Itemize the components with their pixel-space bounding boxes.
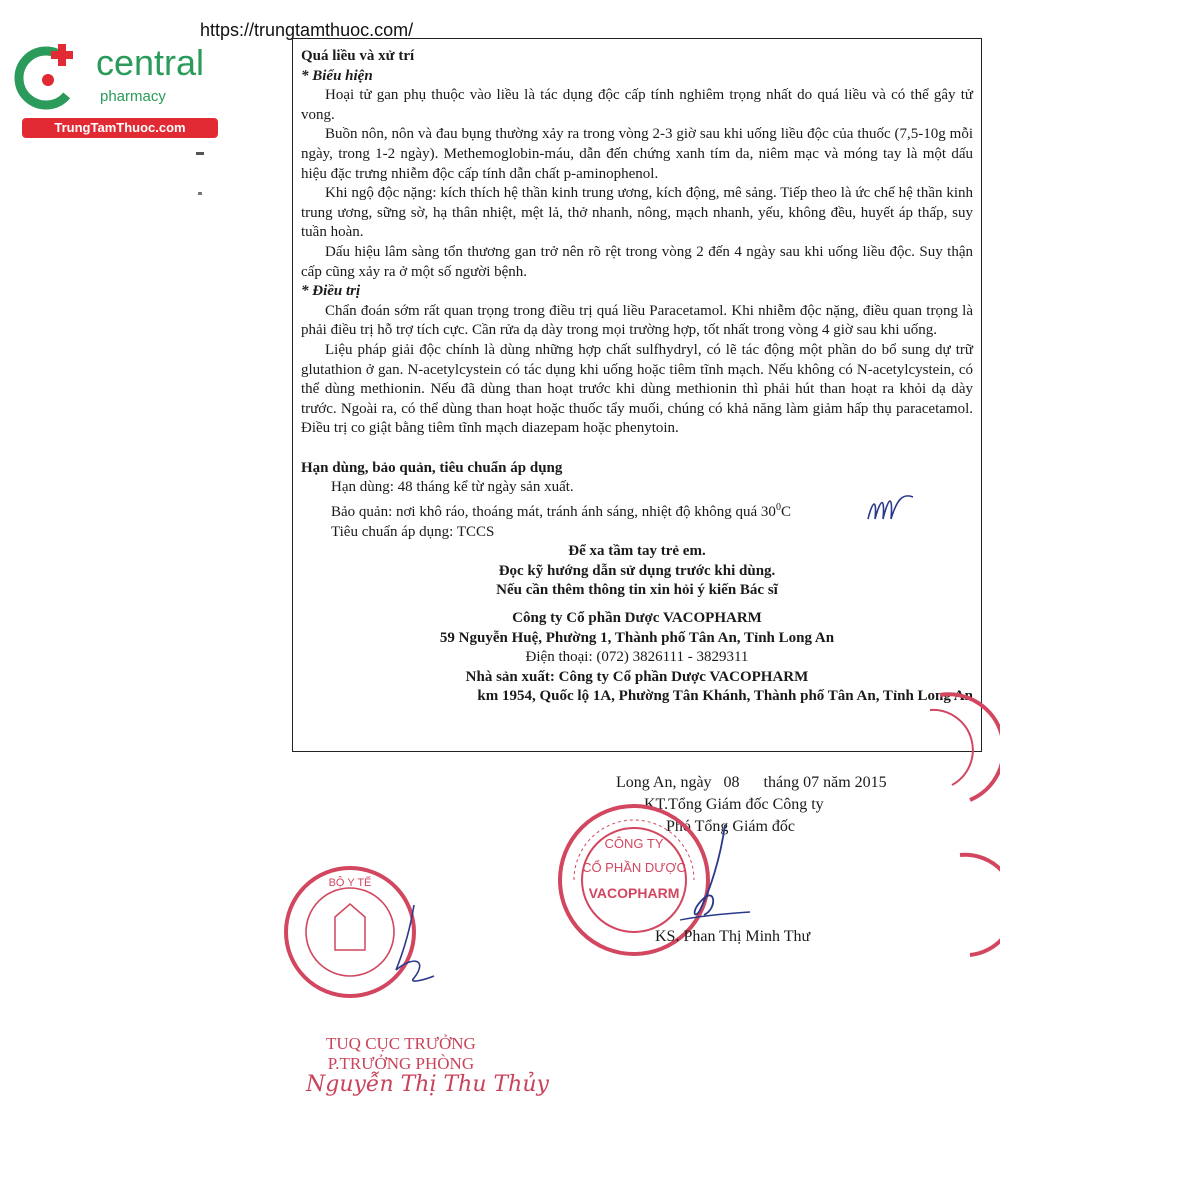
stamp-line-1: CÔNG TY <box>604 836 664 851</box>
manufacturer-address: km 1954, Quốc lộ 1A, Phường Tân Khánh, Thành phố Tân An, Tỉnh Long An <box>477 688 973 705</box>
director-name: KS. Phan Thị Minh Thư <box>655 928 811 945</box>
scan-mark <box>196 152 204 155</box>
manufacturer-line: Nhà sản xuất: Công ty Cổ phần Dược VACOPHARM <box>465 668 809 685</box>
warning-line: Nếu cần thêm thông tin xin hỏi ý kiến Bác sĩ <box>496 582 778 599</box>
partial-stamp-right <box>930 690 1000 810</box>
source-url[interactable]: https://trungtamthuoc.com/ <box>200 20 414 40</box>
director-signature <box>640 820 760 940</box>
standard-line: Tiêu chuẩn áp dụng: TCCS <box>331 523 495 540</box>
ministry-signature <box>384 900 444 990</box>
company-name: Công ty Cổ phần Dược VACOPHARM <box>512 610 762 627</box>
symptom-paragraph: Hoại tử gan phụ thuộc vào liều là tác dụng độc cấp tính nghiêm trọng nhất do quá liều và có thể gây tử vong. <box>301 87 973 123</box>
ministry-stamp-text: BỘ Y TẾ <box>328 877 372 889</box>
stamp-line-2: CỔ PHẦN DƯỢC <box>582 860 686 875</box>
central-pharmacy-logo[interactable] <box>10 38 215 138</box>
symptom-paragraph: Buồn nôn, nôn và đau bụng thường xảy ra trong vòng 2-3 giờ sau khi uống liều độc của thuốc (7,5-10g mỗi ngày, trong 1-2 ngày). Methemoglobin-máu, dẫn đến chứng xanh tím da, niêm mạc và móng tay là một dấu hiệu đặc trưng nhiễm độc cấp tính dẫn chất p-aminophenol. <box>301 126 973 182</box>
ministry-title-1: TUQ CỤC TRƯỞNG <box>326 1034 476 1053</box>
storage-heading: Hạn dùng, bảo quản, tiêu chuẩn áp dụng <box>301 459 563 476</box>
treatment-heading: * Điều trị <box>301 283 361 300</box>
storage-degree: 0 <box>775 502 781 514</box>
expiry-line: Hạn dùng: 48 tháng kể từ ngày sản xuất. <box>331 479 574 496</box>
symptoms-heading: * Biểu hiện <box>301 67 373 84</box>
document-body <box>301 47 973 707</box>
storage-unit: C <box>780 504 791 521</box>
signature-title-2: Phó Tổng Giám đốc <box>666 818 796 835</box>
warning-line: Đọc kỹ hướng dẫn sử dụng trước khi dùng. <box>498 562 776 579</box>
storage-text: Bảo quản: nơi khô ráo, thoáng mát, tránh ánh sáng, nhiệt độ không quá 30 <box>331 504 776 521</box>
company-address: 59 Nguyễn Huệ, Phường 1, Thành phố Tân An, Tỉnh Long An <box>439 629 835 646</box>
stamp-line-3: VACOPHARM <box>588 885 680 901</box>
treatment-paragraph: Chẩn đoán sớm rất quan trọng trong điều trị quá liều Paracetamol. Khi nhiễm độc nặng, điều quan trọng là phải điều trị hỗ trợ tích cực. Cần rửa dạ dày trong mọi trường hợp, tốt nhất trong vòng 4 giờ sau khi uống. <box>301 302 973 339</box>
document-frame <box>292 38 982 752</box>
logo-subtitle: pharmacy <box>100 88 166 105</box>
logo-banner: TrungTamThuoc.com <box>22 118 218 138</box>
symptom-paragraph: Khi ngộ độc nặng: kích thích hệ thần kinh trung ương, kích động, mê sảng. Tiếp theo là ức chế hệ thần kinh trung ương, sững sờ, hạ thân nhiệt, mệt lả, thở nhanh, nông, mạch nhanh, yếu, không đều, huyết áp thấp, suy tuần hoàn. <box>301 185 973 241</box>
company-phone: Điện thoại: (072) 3826111 - 3829311 <box>525 649 749 666</box>
warning-line: Để xa tầm tay trẻ em. <box>568 543 706 560</box>
ministry-signatory-name: Nguyễn Thị Thu Thủy <box>306 1072 549 1097</box>
symptom-paragraph: Dấu hiệu lâm sàng tổn thương gan trở nên rõ rệt trong vòng 2 đến 4 ngày sau khi uống liều độc. Suy thận cấp cũng xảy ra ở một số người bệnh. <box>301 243 973 280</box>
partial-stamp-right-lower <box>940 850 1000 960</box>
scan-mark <box>198 192 202 195</box>
ministry-signatory-title <box>326 1034 476 1074</box>
pharmacy-cross-icon <box>10 38 90 118</box>
signature-title-1: KT.Tổng Giám đốc Công ty <box>644 796 824 813</box>
treatment-paragraph: Liệu pháp giải độc chính là dùng những hợp chất sulfhydryl, có lẽ tác động một phần do bổ sung dự trữ glutathion ở gan. N-acetylcystein có tác dụng khi uống hoặc tiêm tĩnh mạch. Nếu không có N-acetylcystein, có thể dùng methionin. Nếu đã dùng than hoạt trước khi dùng methionin thì phải hút than hoạt ra khỏi dạ dày trước. Ngoài ra, có thể dùng than hoạt hoặc thuốc tẩy muối, chúng có khả năng làm giảm hấp thụ paracetamol. Điều trị co giật bằng tiêm tĩnh mạch diazepam hoặc phenytoin. <box>301 341 973 437</box>
initials-signature <box>863 489 923 529</box>
signature-date: Long An, ngày 08 tháng 07 năm 2015 <box>616 774 887 791</box>
ministry-title-2: P.TRƯỞNG PHÒNG <box>327 1054 475 1073</box>
logo-name: central <box>96 42 205 83</box>
overdose-heading: Quá liều và xử trí <box>301 48 415 64</box>
